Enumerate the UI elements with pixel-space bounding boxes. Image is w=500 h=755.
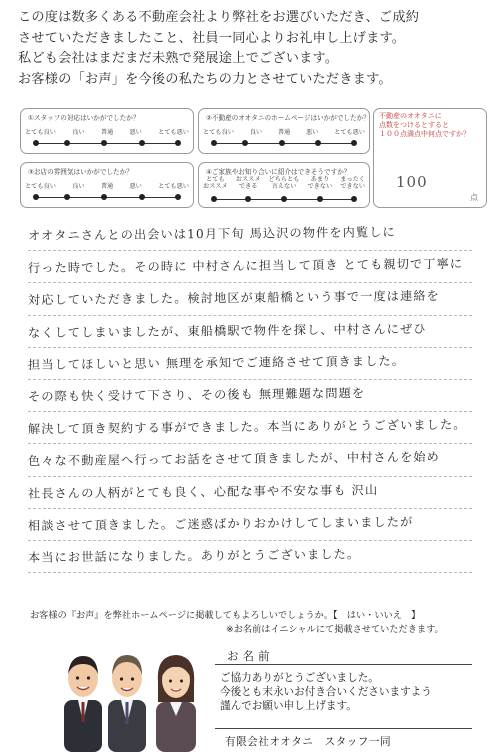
comment-line: 色々な不動産屋へ行ってお話をさせて頂きましたが、中村さんを始め [28, 444, 472, 476]
rating-dot[interactable] [175, 194, 181, 200]
rating-dot[interactable] [101, 194, 107, 200]
comment-line: 行った時でした。その時に 中村さんに担当して頂き とても親切で丁寧に [28, 251, 472, 283]
answer-options [25, 129, 189, 136]
option-label: とても悪い [158, 129, 189, 136]
comment-line: 本当にお世話になりました。ありがとうございました。 [28, 541, 472, 573]
comment-line: 解決して頂き契約する事ができました。本当にありがとうございました。 [28, 412, 472, 444]
question-title: ②不動産のオオタニのホームページはいかがでしたか？ [206, 114, 370, 122]
rating-dot[interactable] [33, 194, 39, 200]
rating-dot[interactable] [139, 194, 145, 200]
thank-you-message [220, 671, 432, 714]
rating-dot[interactable] [279, 140, 285, 146]
rating-dot[interactable] [281, 196, 287, 202]
rating-dot[interactable] [242, 140, 248, 146]
comment-line: 対応していただきました。検討地区が東船橋という事で一度は連絡を [28, 283, 472, 315]
rating-dot[interactable] [211, 140, 217, 146]
rating-dot[interactable] [33, 140, 39, 146]
question-title: ③お店の雰囲気はいかがでしたか？ [28, 168, 133, 176]
question-title: ④ご家族やお知り合いに紹介はできそうですか？ [206, 168, 351, 176]
answer-options [25, 183, 189, 190]
comment-line: なくしてしまいましたが、東船橋駅で物件を探し、中村さんにぜひ [28, 316, 472, 348]
score-unit: 点 [470, 193, 478, 202]
rating-dot[interactable] [64, 194, 70, 200]
rating-dot[interactable] [64, 140, 70, 146]
comment-line: 社長さんの人柄がとても良く、心配な事や不安な事も 沢山 [28, 477, 472, 509]
option-label: とても悪い [334, 129, 365, 136]
initial-note: ※お名前はイニシャルにて掲載させていただきます。 [226, 624, 444, 635]
staff-illustration [58, 642, 208, 752]
rating-dot[interactable] [317, 196, 323, 202]
score-question-line: 点数をつけるとすると [379, 121, 449, 129]
comment-line: 相談させて頂きました。ご迷惑ばかりおかけしてしまいましたが [28, 509, 472, 541]
score-question-line: 不動産のオオタニに [379, 112, 442, 120]
thanks-line: 謹んでお願い申し上げます。 [220, 700, 357, 713]
thanks-line: ご協力ありがとうございました。 [220, 672, 379, 684]
option-label: 悪い [129, 183, 142, 190]
rating-scale [27, 140, 187, 146]
thanks-line: 今後とも末永いお付き合いくださいますよう [220, 686, 432, 699]
option-label: どちらとも 言えない [268, 176, 300, 190]
rating-dot[interactable] [101, 140, 107, 146]
name-input-line [215, 664, 472, 665]
option-label: とても良い [25, 129, 56, 136]
option-label: 悪い [129, 129, 142, 136]
intro-line: させていただきましたこと、社員一同心よりお礼申し上げます。 [18, 30, 406, 46]
comment-line: その際も快く受けて下さり、その後も 無理難題な問題を [28, 380, 472, 412]
score-question-line: １００点満点中何点ですか？ [379, 130, 470, 138]
staff-man-icon [64, 656, 102, 752]
rating-dot[interactable] [351, 140, 357, 146]
rating-scale [27, 194, 187, 200]
option-label: とても悪い [158, 183, 189, 190]
option-label: とても良い [203, 129, 234, 136]
answer-options [203, 129, 365, 136]
intro-message [18, 8, 488, 90]
comment-line: 担当してほしいと思い 無理を承知でご連絡させて頂きました。 [28, 348, 472, 380]
option-label: おススメ できる [235, 176, 261, 190]
rating-scale [205, 140, 363, 146]
option-label: 良い [72, 129, 85, 136]
question-title: ①スタッフの対応はいかがでしたか？ [28, 114, 140, 122]
intro-line: 私ども会社はまだまだ未熟で発展途上でございます。 [18, 51, 339, 66]
score-value: 100 [396, 173, 428, 191]
comment-line: オオタニさんとの出会いは10月下旬 馬込沢の物件を内覧しに [28, 219, 472, 251]
option-label: 普通 [100, 129, 114, 136]
company-signature: 有限会社オオタニ スタッフ一同 [225, 736, 392, 748]
option-label: 良い [249, 129, 263, 136]
intro-line: この度は数多くある不動産会社より弊社をお選びいただき、ご成約 [18, 10, 420, 25]
survey-question-4 [198, 162, 370, 208]
option-label: 普通 [100, 183, 114, 190]
survey-question-1 [20, 108, 194, 154]
rating-dot[interactable] [245, 196, 251, 202]
permission-question: お客様の『お声』を弊社ホームページに掲載してもよろしいでしょうか。【 はい・いいえ 】 [30, 610, 421, 621]
answer-options [203, 176, 365, 190]
option-label: 悪い [305, 129, 319, 136]
name-label: お名前 [227, 649, 274, 663]
option-label: 良い [72, 183, 85, 190]
option-label: とても おススメ [203, 176, 228, 190]
score-question [379, 112, 470, 139]
rating-dot[interactable] [139, 140, 145, 146]
option-label: あまり できない [307, 176, 333, 190]
score-box [373, 108, 487, 208]
signature-divider [215, 728, 472, 729]
staff-man-icon [108, 655, 146, 752]
customer-comment [28, 219, 472, 573]
survey-question-2 [198, 108, 370, 154]
option-label: とても良い [25, 183, 56, 190]
rating-dot[interactable] [211, 196, 217, 202]
option-label: 普通 [277, 129, 291, 136]
rating-dot[interactable] [351, 196, 357, 202]
rating-dot[interactable] [175, 140, 181, 146]
rating-dot[interactable] [315, 140, 321, 146]
option-label: まったく できない [340, 176, 365, 190]
survey-question-3 [20, 162, 194, 208]
rating-scale [205, 196, 363, 202]
staff-woman-icon [156, 655, 196, 752]
intro-line: お客様の「お声」を今後の私たちの力とさせていただきます。 [18, 71, 392, 87]
